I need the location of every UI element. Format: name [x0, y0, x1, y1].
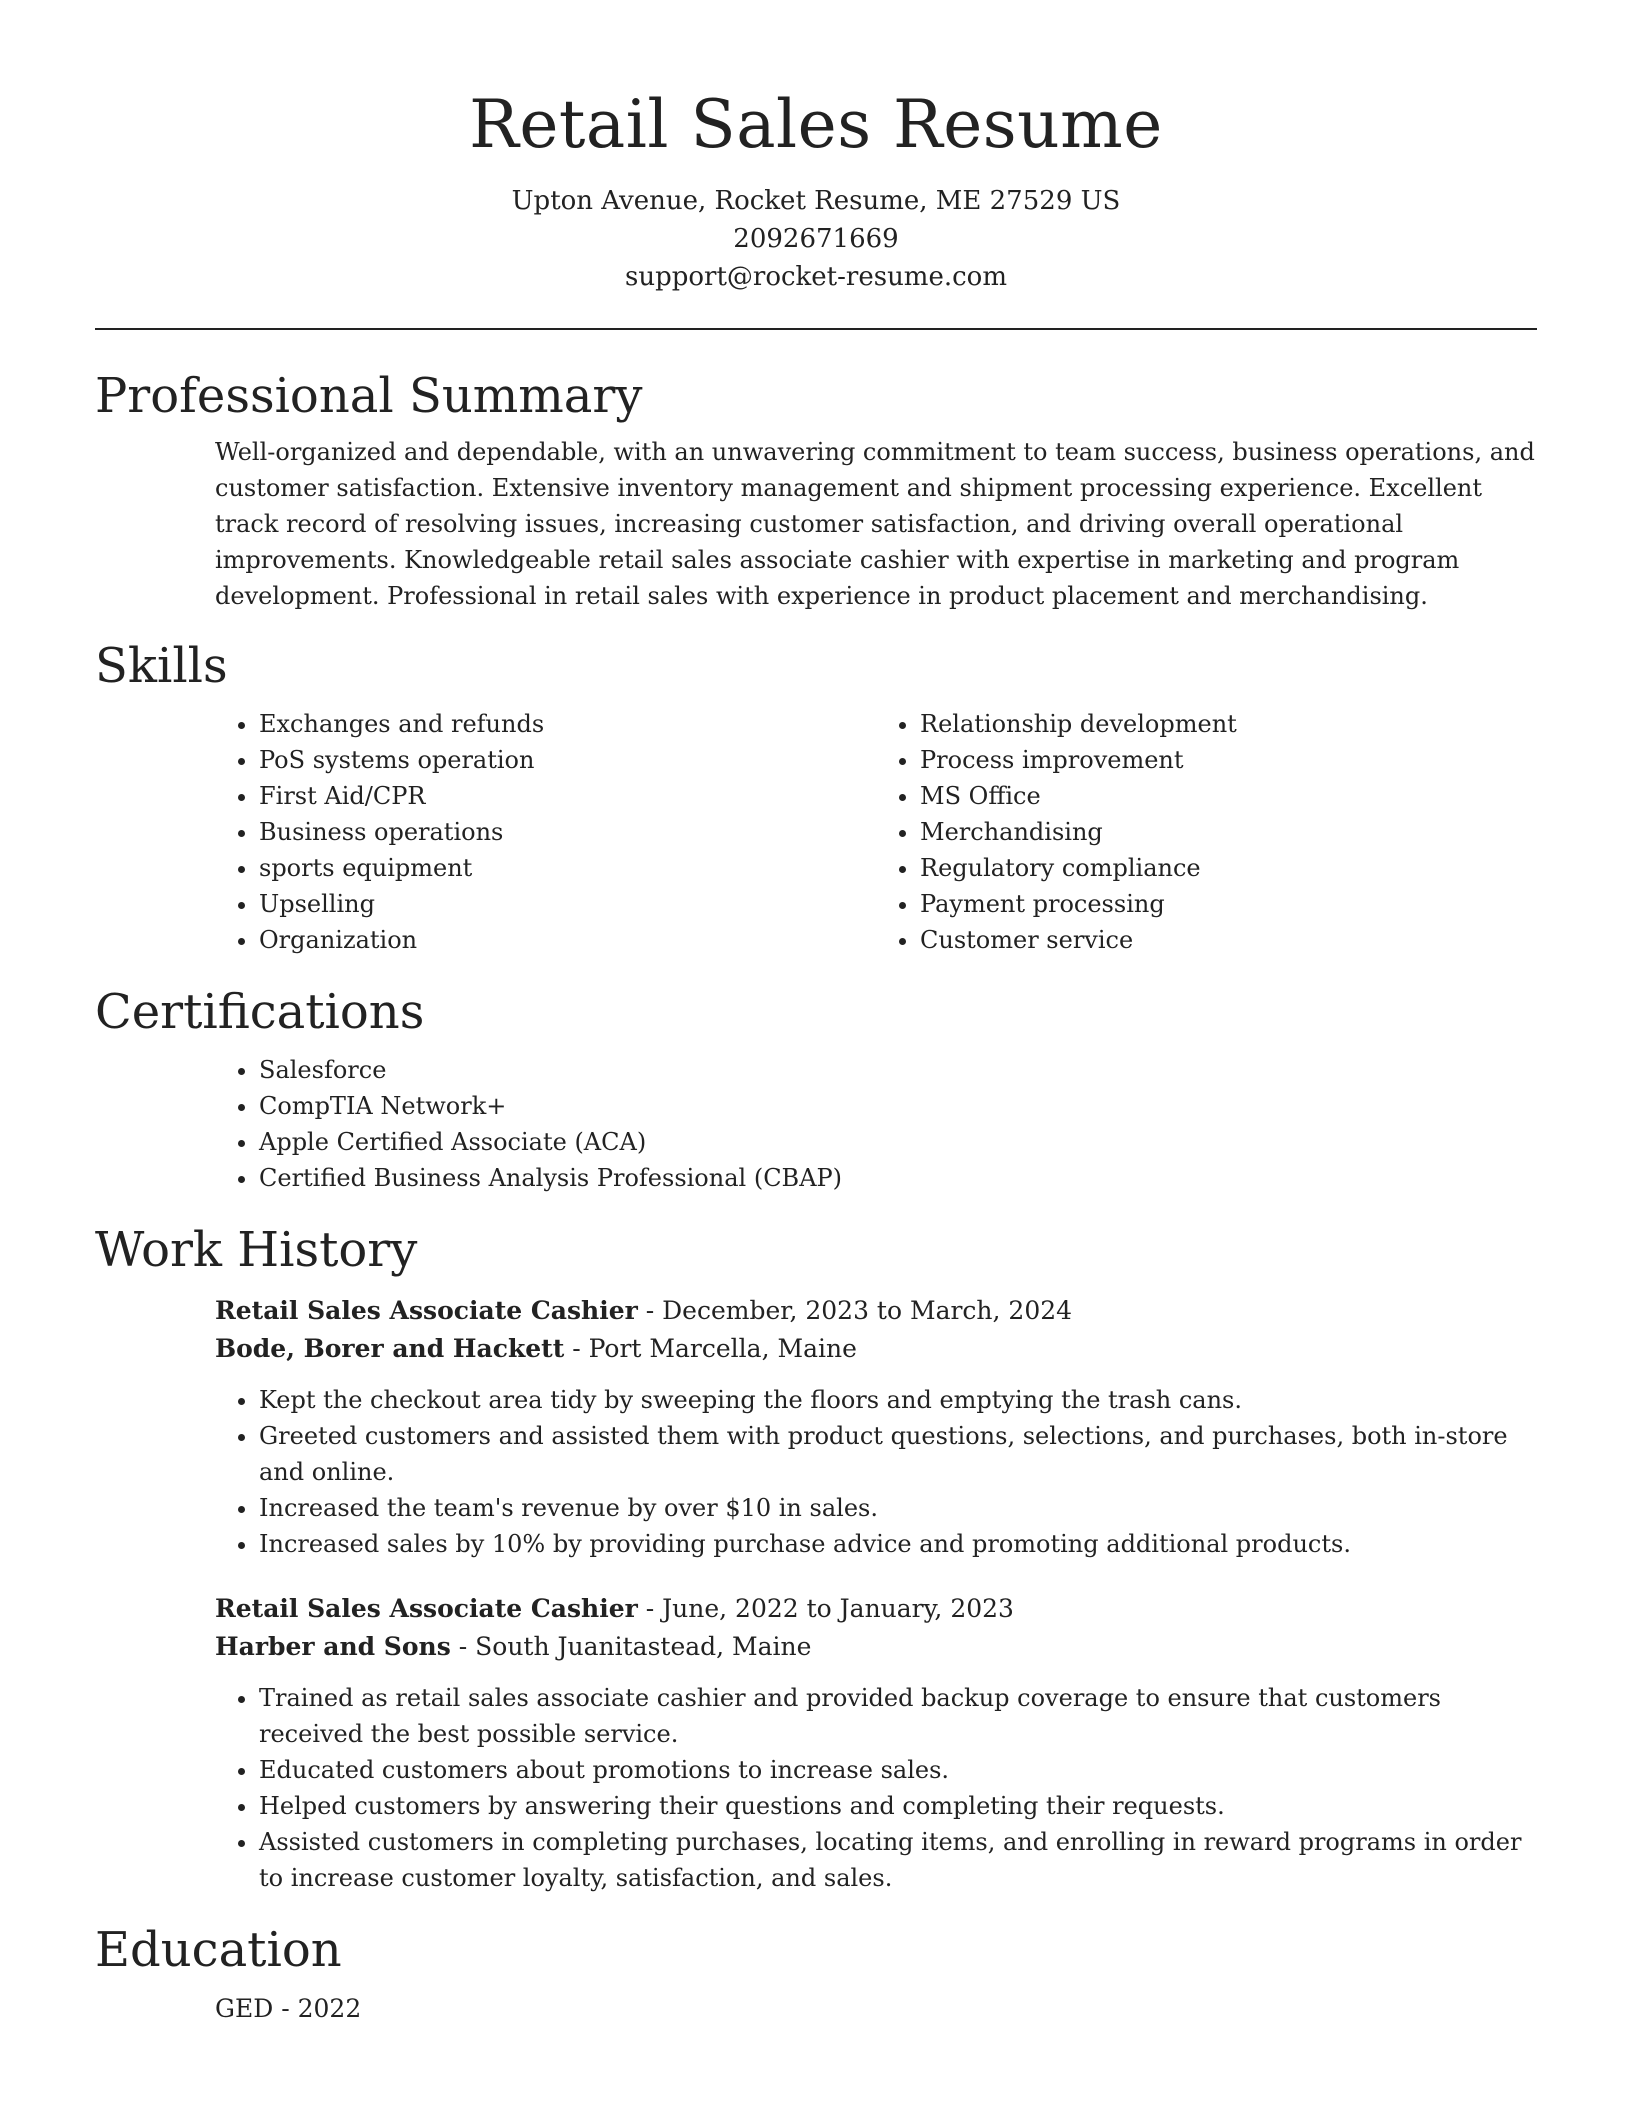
work-history-section	[0, 1218, 1632, 1896]
job-dates: - December, 2023 to March, 2024	[637, 1296, 1073, 1325]
education-degree: GED	[215, 1994, 274, 2023]
job-role: Retail Sales Associate Cashier	[215, 1594, 638, 1623]
header-divider	[95, 328, 1537, 330]
skill-item: • sports equipment	[259, 850, 876, 886]
job-dates: - June, 2022 to January, 2023	[637, 1594, 1014, 1623]
job-duties-list	[215, 1680, 1537, 1896]
skills-list-right	[876, 706, 1537, 958]
skill-item: • PoS systems operation	[259, 742, 876, 778]
job-duty: • Helped customers by answering their questions and completing their requests.	[259, 1788, 1537, 1824]
skills-heading: Skills	[95, 638, 228, 694]
job-duty: • Increased sales by 10% by providing purchase advice and promoting additional products.	[259, 1526, 1537, 1562]
certification-item: • Certified Business Analysis Professional (CBAP)	[259, 1160, 1537, 1196]
skill-item: • Upselling	[259, 886, 876, 922]
contact-phone: 2092671669	[733, 224, 899, 254]
skill-item: • Payment processing	[920, 886, 1537, 922]
job-duty: • Greeted customers and assisted them with product questions, selections, and purchases, both in-store and online.	[259, 1418, 1537, 1490]
job-location: - Port Marcella, Maine	[564, 1334, 857, 1363]
job-duty: • Educated customers about promotions to increase sales.	[259, 1752, 1537, 1788]
contact-address: Upton Avenue, Rocket Resume, ME 27529 US	[511, 186, 1121, 216]
certification-item: • Salesforce	[259, 1052, 1537, 1088]
education-section	[0, 1918, 1632, 2028]
job-company-line	[215, 1628, 1537, 1666]
summary-text: Well-organized and dependable, with an unwavering commitment to team success, business operations, and customer satisfaction. Extensive inventory management and shipment processing experience. Excellent track record of resolving issues, increasing customer satisfaction, and driving overall operational improvements. Knowledgeable retail sales associate cashier with expertise in marketing and program development. Professional in retail sales with experience in product placement and merchandising.	[215, 438, 1535, 610]
certifications-heading: Certifications	[95, 984, 425, 1040]
job-title-line	[215, 1292, 1537, 1330]
skills-list-left	[215, 706, 876, 958]
certifications-section	[0, 980, 1632, 1196]
job-duty: • Kept the checkout area tidy by sweeping the floors and emptying the trash cans.	[259, 1382, 1537, 1418]
contact-email: support@rocket-resume.com	[624, 262, 1007, 292]
job-entry	[215, 1590, 1537, 1896]
skills-section	[0, 634, 1632, 958]
skill-item: • Process improvement	[920, 742, 1537, 778]
education-heading: Education	[95, 1922, 342, 1978]
skill-item: • Relationship development	[920, 706, 1537, 742]
summary-section	[0, 364, 1632, 614]
summary-heading: Professional Summary	[95, 368, 643, 424]
job-company: Harber and Sons	[215, 1632, 451, 1661]
job-location: - South Juanitastead, Maine	[450, 1632, 812, 1661]
job-role: Retail Sales Associate Cashier	[215, 1296, 638, 1325]
skill-item: • Exchanges and refunds	[259, 706, 876, 742]
skill-item: • MS Office	[920, 778, 1537, 814]
job-company-line	[215, 1330, 1537, 1368]
work-history-heading: Work History	[95, 1222, 418, 1278]
skill-item: • Regulatory compliance	[920, 850, 1537, 886]
certification-item: • Apple Certified Associate (ACA)	[259, 1124, 1537, 1160]
job-duty: • Trained as retail sales associate cashier and provided backup coverage to ensure that customers received the best possible service.	[259, 1680, 1537, 1752]
skill-item: • Business operations	[259, 814, 876, 850]
education-entry	[215, 1990, 1537, 2028]
resume-header	[0, 0, 1632, 296]
skill-item: • Customer service	[920, 922, 1537, 958]
skill-item: • First Aid/CPR	[259, 778, 876, 814]
job-entry	[215, 1292, 1537, 1562]
job-duty: • Assisted customers in completing purchases, locating items, and enrolling in reward programs in order to increase customer loyalty, satisfaction, and sales.	[259, 1824, 1537, 1896]
job-company: Bode, Borer and Hackett	[215, 1334, 565, 1363]
job-duty: • Increased the team's revenue by over $10 in sales.	[259, 1490, 1537, 1526]
contact-info	[0, 182, 1632, 296]
education-year: - 2022	[273, 1994, 362, 2023]
certification-item: • CompTIA Network+	[259, 1088, 1537, 1124]
skill-item: • Merchandising	[920, 814, 1537, 850]
resume-title: Retail Sales Resume	[469, 86, 1163, 163]
certifications-list	[215, 1052, 1537, 1196]
job-title-line	[215, 1590, 1537, 1628]
skill-item: • Organization	[259, 922, 876, 958]
job-duties-list	[215, 1382, 1537, 1562]
